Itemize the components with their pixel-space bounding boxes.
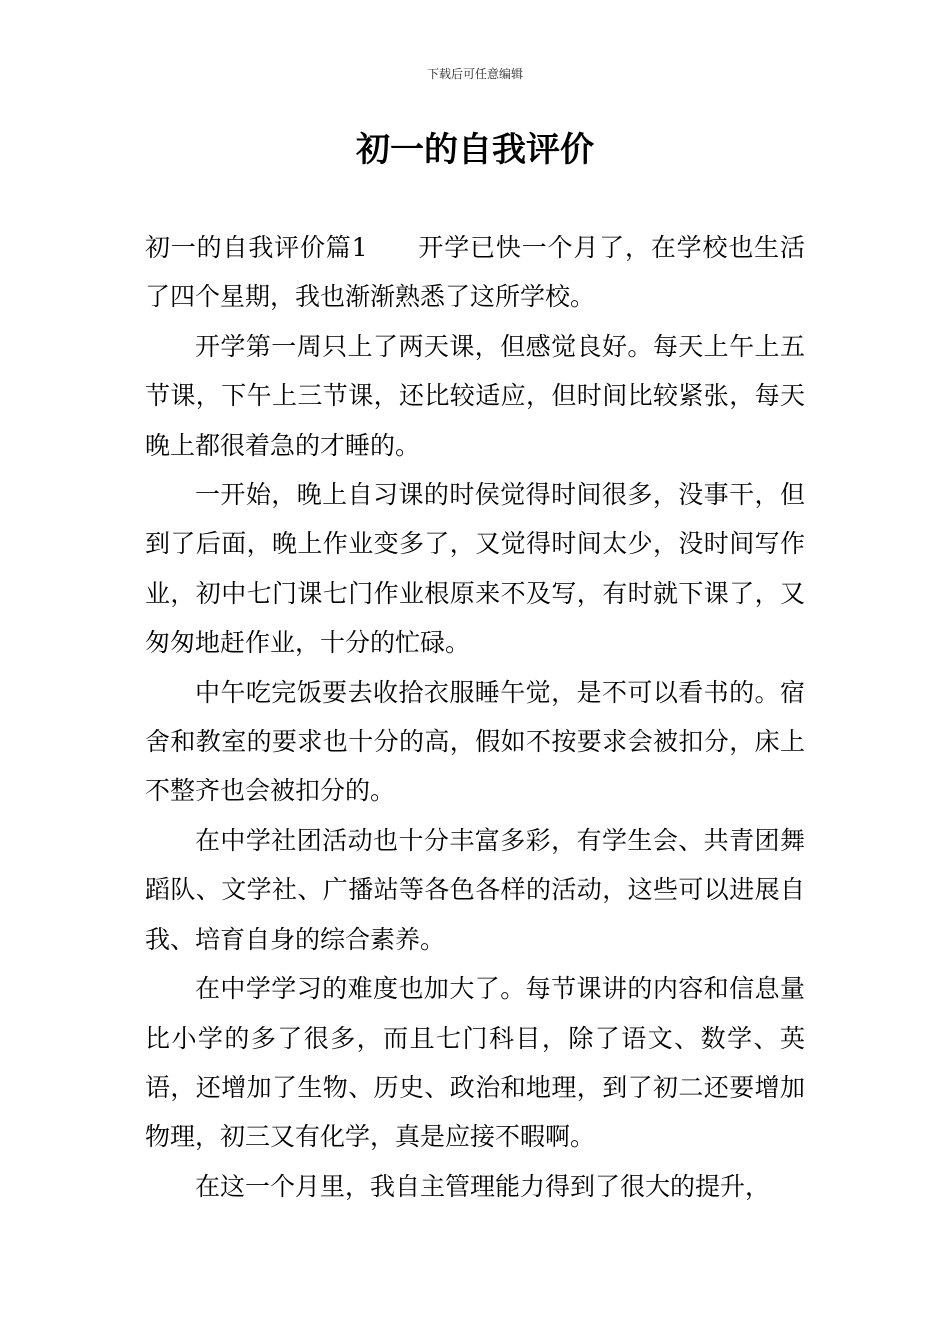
paragraph-1-text: 开学已快一个月了，在学校也生活了四个星期，我也渐渐熟悉了这所学校。: [145, 233, 805, 312]
paragraph-6: 在中学学习的难度也加大了。每节课讲的内容和信息量比小学的多了很多，而且七门科目，除了语文、数学、英语，还增加了生物、历史、政治和地理，到了初二还要增加物理，初三又有化学，真是应接不暇啊。: [145, 974, 805, 1152]
paragraph-7: 在这一个月里，我自主管理能力得到了很大的提升，: [195, 1171, 771, 1201]
page-header-note: 下载后可任意编辑: [426, 67, 523, 81]
document-title: 初一的自我评价: [356, 130, 594, 170]
section-heading: 初一的自我评价篇1: [145, 233, 368, 262]
paragraph-5: 在中学社团活动也十分丰富多彩，有学生会、共青团舞蹈队、文学社、广播站等各色各样的活动，这些可以进展自我、培育自身的综合素养。: [145, 825, 805, 954]
paragraph-4: 中午吃完饭要去收拾衣服睡午觉，是不可以看书的。宿舍和教室的要求也十分的高，假如不按要求会被扣分，床上不整齐也会被扣分的。: [145, 677, 805, 806]
document-body: [145, 223, 805, 1211]
paragraph-2: 开学第一周只上了两天课，但感觉良好。每天上午上五节课，下午上三节课，还比较适应，但时间比较紧张，每天晚上都很着急的才睡的。: [145, 331, 805, 460]
paragraph-3: 一开始，晚上自习课的时侯觉得时间很多，没事干，但到了后面，晚上作业变多了，又觉得时间太少，没时间写作业，初中七门课七门作业根原来不及写，有时就下课了，又匆匆地赶作业，十分的忙碌。: [145, 480, 805, 658]
paragraph-1: [145, 223, 805, 322]
